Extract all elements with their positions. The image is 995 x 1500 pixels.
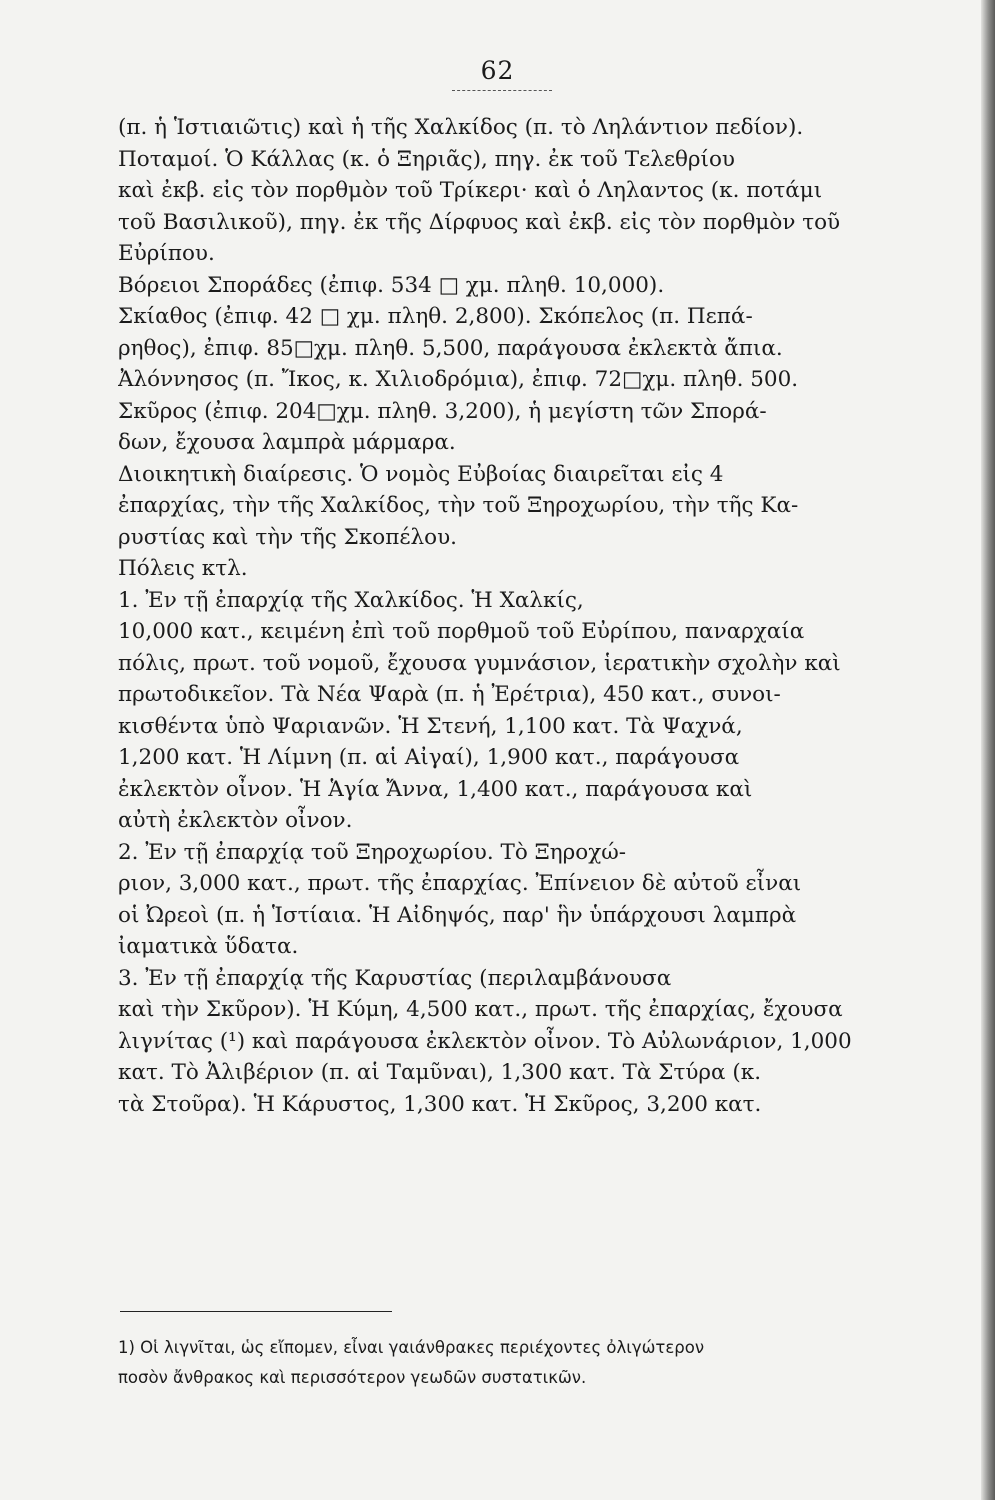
text-line: ἐπαρχίας, τὴν τῆς Χαλκίδος, τὴν τοῦ Ξηροχωρίου, τὴν τῆς Κα-: [118, 493, 799, 518]
text-line: Βόρειοι Σποράδες (ἐπιφ. 534 □ χμ. πληθ. 10,000).: [118, 272, 665, 298]
text-line-row: [118, 270, 878, 302]
footnote-line: ποσὸν ἄνθρακος καὶ περισσότερον γεωδῶν συστατικῶν.: [118, 1368, 587, 1387]
text-line-row: [118, 144, 878, 176]
text-line: 2. Ἐν τῇ ἐπαρχίᾳ τοῦ Ξηροχωρίου. Τὸ Ξηροχώ-: [118, 839, 627, 865]
text-line: Εὐρίπου.: [118, 241, 215, 266]
footnote-line: 1) Οἱ λιγνῖται, ὡς εἴπομεν, εἶναι γαιάνθρακες περιέχοντες ὀλιγώτερον: [118, 1338, 705, 1357]
text-line-row: [118, 207, 878, 239]
text-line-row: [118, 459, 878, 491]
text-line: ἰαματικὰ ὕδατα.: [118, 934, 299, 959]
text-line: κισθέντα ὑπὸ Ψαριανῶν. Ἡ Στενή, 1,100 κατ. Τὰ Ψαχνά,: [118, 713, 743, 739]
text-line: ρηθος), ἐπιφ. 85□χμ. πληθ. 5,500, παράγουσα ἐκλεκτὰ ἄπια.: [118, 335, 783, 361]
text-line: Διοικητικὴ διαίρεσις. Ὁ νομὸς Εὐβοίας διαιρεῖται εἰς 4: [118, 461, 724, 487]
text-line: 3. Ἐν τῇ ἐπαρχίᾳ τῆς Καρυστίας (περιλαμβάνουσα: [118, 965, 672, 991]
text-line-row: [118, 238, 878, 270]
text-line-row: [118, 900, 878, 932]
text-line-row: [118, 427, 878, 459]
text-line-row: [118, 1026, 878, 1058]
text-line-row: [118, 742, 878, 774]
text-line: οἱ Ὠρεοὶ (π. ἡ Ἱστίαια. Ἡ Αἰδηψός, παρ' ἣν ὑπάρχουσι λαμπρὰ: [118, 902, 797, 928]
text-line: δων, ἔχουσα λαμπρὰ μάρμαρα.: [118, 430, 456, 455]
text-line: ριον, 3,000 κατ., πρωτ. τῆς ἐπαρχίας. Ἐπίνειον δὲ αὐτοῦ εἶναι: [118, 871, 802, 896]
text-line: αὐτὴ ἐκλεκτὸν οἶνον.: [118, 808, 353, 833]
text-line-row: [118, 774, 878, 806]
footnote-line-row: [118, 1333, 878, 1363]
text-line-row: [118, 679, 878, 711]
text-line-row: [118, 805, 878, 837]
text-line: καὶ τὴν Σκῦρον). Ἡ Κύμη, 4,500 κατ., πρωτ. τῆς ἐπαρχίας, ἔχουσα: [118, 997, 843, 1022]
text-line: λιγνίτας (¹) καὶ παράγουσα ἐκλεκτὸν οἶνον. Τὸ Αὐλωνάριον, 1,000: [118, 1028, 852, 1054]
text-line-row: [118, 837, 878, 869]
footnote-divider: [120, 1311, 392, 1312]
text-line: Πόλεις κτλ.: [118, 556, 248, 581]
text-line: πόλις, πρωτ. τοῦ νομοῦ, ἔχουσα γυμνάσιον, ἱερατικὴν σχολὴν καὶ: [118, 650, 841, 676]
text-line: Σκῦρος (ἐπιφ. 204□χμ. πληθ. 3,200), ἡ μεγίστη τῶν Σπορά-: [118, 398, 767, 424]
text-line-row: [118, 994, 878, 1026]
text-line: 10,000 κατ., κειμένη ἐπὶ τοῦ πορθμοῦ τοῦ Εὐρίπου, παναρχαία: [118, 619, 805, 644]
text-line-row: [118, 364, 878, 396]
text-line: τοῦ Βασιλικοῦ), πηγ. ἐκ τῆς Δίρφυος καὶ ἐκβ. εἰς τὸν πορθμὸν τοῦ: [118, 209, 841, 235]
text-line: κατ. Τὸ Ἀλιβέριον (π. αἱ Ταμῦναι), 1,300 κατ. Τὰ Στύρα (κ.: [118, 1060, 762, 1085]
page-edge-shadow: [981, 0, 995, 1500]
text-line: 1. Ἐν τῇ ἐπαρχίᾳ τῆς Χαλκίδος. Ἡ Χαλκίς,: [118, 587, 584, 613]
footnote: [118, 1333, 878, 1393]
text-line-row: [118, 868, 878, 900]
text-line-row: [118, 490, 878, 522]
footnote-line-row: [118, 1363, 878, 1393]
page-number-ornament: [452, 90, 552, 91]
text-line: τὰ Στοῦρα). Ἡ Κάρυστος, 1,300 κατ. Ἡ Σκῦρος, 3,200 κατ.: [118, 1091, 762, 1117]
text-line: 1,200 κατ. Ἡ Λίμνη (π. αἱ Αἰγαί), 1,900 κατ., παράγουσα: [118, 745, 740, 770]
text-line-row: [118, 963, 878, 995]
text-line-row: [118, 112, 878, 144]
text-line-row: [118, 585, 878, 617]
page-number: 62: [480, 56, 515, 85]
text-line: Σκίαθος (ἐπιφ. 42 □ χμ. πληθ. 2,800). Σκόπελος (π. Πεπά-: [118, 304, 753, 329]
text-line-row: [118, 711, 878, 743]
text-line-row: [118, 396, 878, 428]
text-line: ἐκλεκτὸν οἶνον. Ἡ Ἁγία Ἄννα, 1,400 κατ., παράγουσα καὶ: [118, 776, 753, 802]
text-line-row: [118, 1057, 878, 1089]
text-line-row: [118, 522, 878, 554]
text-line-row: [118, 1089, 878, 1121]
text-line-row: [118, 931, 878, 963]
text-line-row: [118, 616, 878, 648]
text-line: (π. ἡ Ἱστιαιῶτις) καὶ ἡ τῆς Χαλκίδος (π. τὸ Ληλάντιον πεδίον).: [118, 115, 804, 140]
text-line-row: [118, 333, 878, 365]
text-line: καὶ ἐκβ. εἰς τὸν πορθμὸν τοῦ Τρίκερι· καὶ ὁ Ληλαντος (κ. ποτάμι: [118, 178, 823, 203]
text-line-row: [118, 553, 878, 585]
text-line-row: [118, 175, 878, 207]
text-line: Ποταμοί. Ὁ Κάλλας (κ. ὁ Ξηριᾶς), πηγ. ἐκ τοῦ Τελεθρίου: [118, 146, 735, 172]
text-line-row: [118, 648, 878, 680]
text-line: Ἀλόννησος (π. Ἴκος, κ. Χιλιοδρόμια), ἐπιφ. 72□χμ. πληθ. 500.: [118, 367, 799, 392]
text-line-row: [118, 301, 878, 333]
text-line: πρωτοδικεῖον. Τὰ Νέα Ψαρὰ (π. ἡ Ἐρέτρια), 450 κατ., συνοι-: [118, 682, 781, 707]
text-line: ρυστίας καὶ τὴν τῆς Σκοπέλου.: [118, 524, 457, 550]
body-text: [118, 112, 878, 1120]
